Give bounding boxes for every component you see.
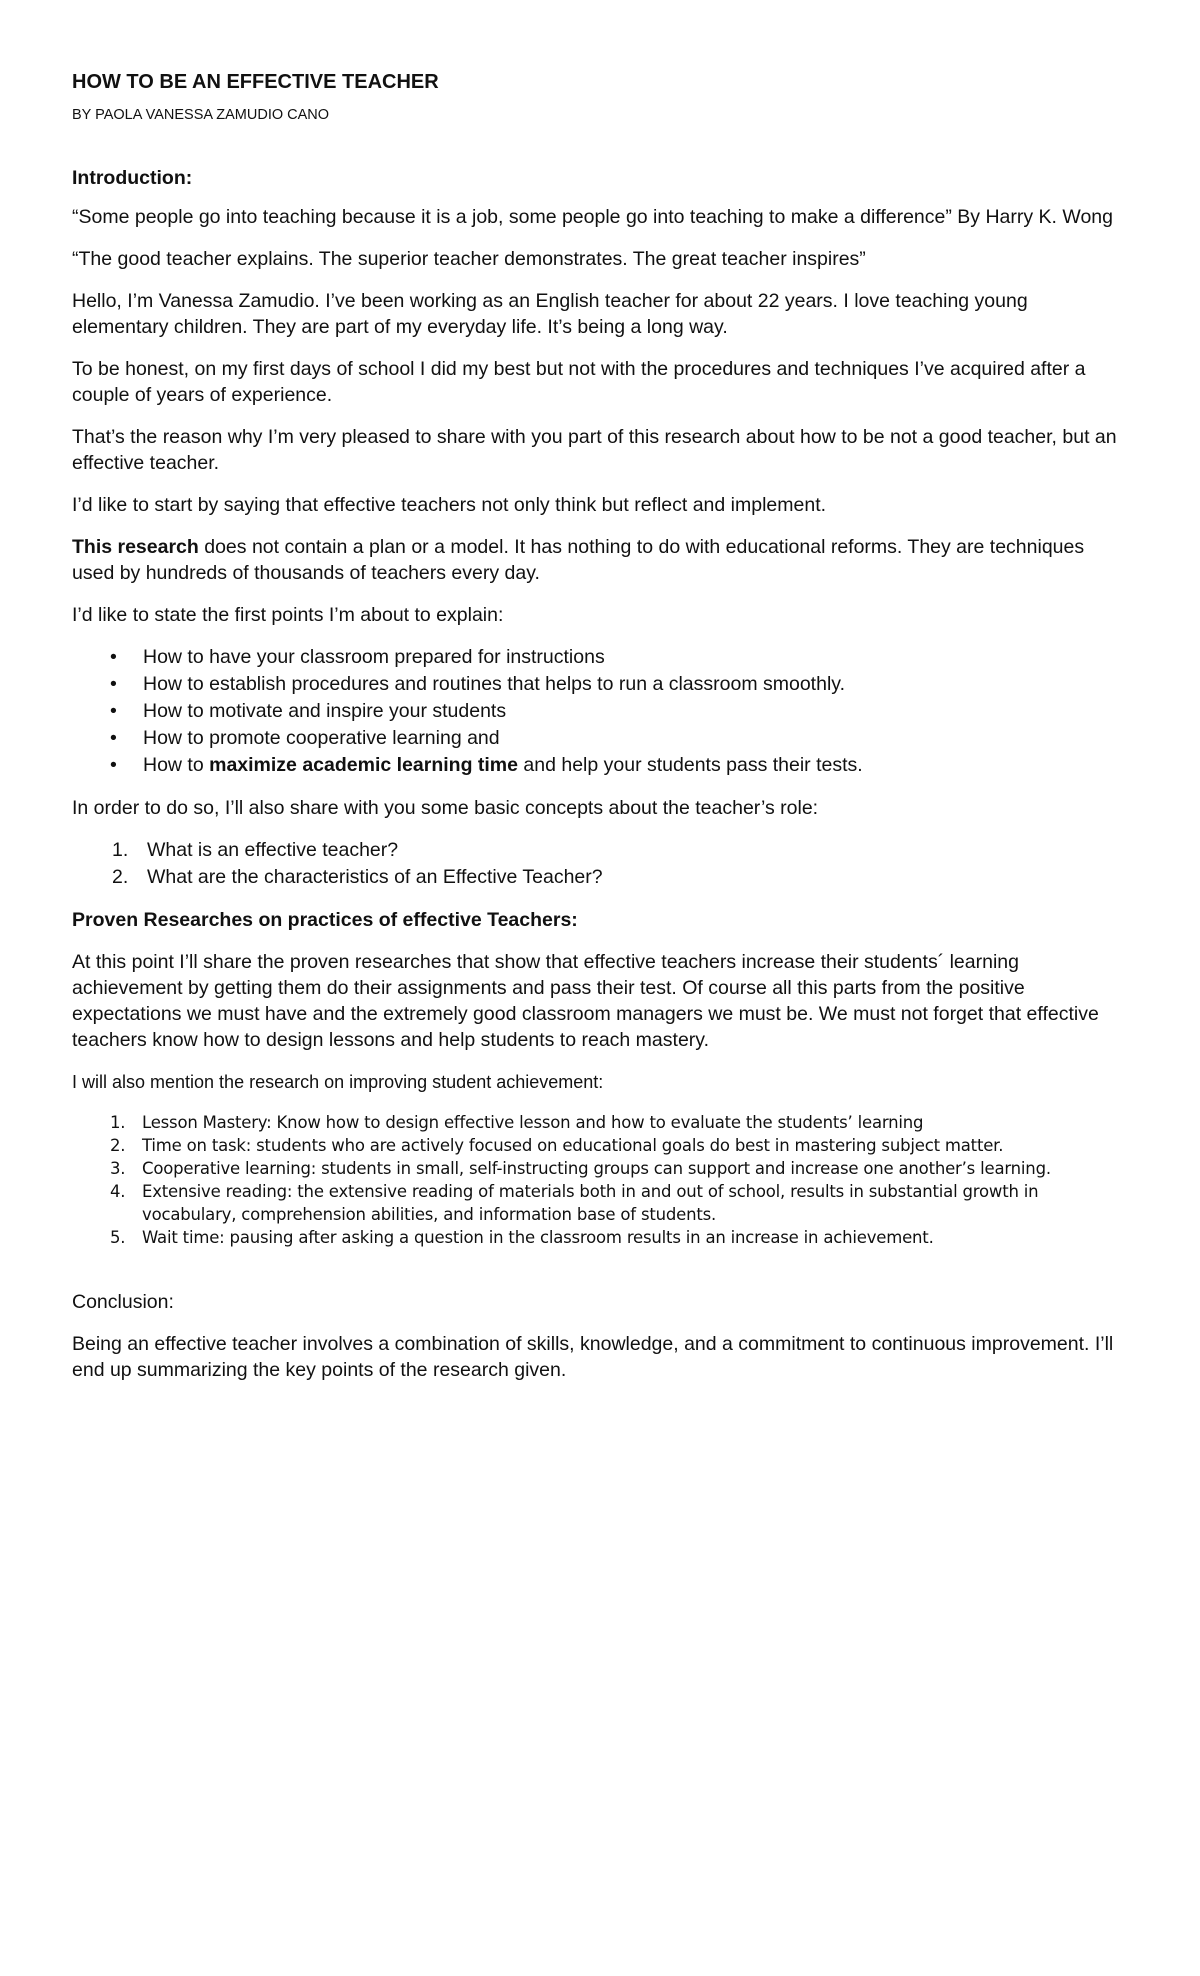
this-research-bold: This research — [72, 536, 199, 558]
list-item — [110, 1134, 1128, 1157]
list-item-text: Extensive reading: the extensive reading of materials both in and out of school, results in substantial growth in vocabulary, comprehension abilities, and information base of students. — [142, 1182, 1039, 1224]
list-number: 4. — [110, 1182, 126, 1201]
introduction-heading: Introduction: — [72, 167, 193, 189]
list-item — [110, 752, 1128, 779]
list-item-text: What are the characteristics of an Effective Teacher? — [147, 866, 603, 888]
intro-paragraph: To be honest, on my first days of school I did my best but not with the procedures and techniques I’ve acquired after a couple of years of experience. — [72, 358, 1086, 406]
achievement-research-list — [72, 1111, 1128, 1249]
list-item-text: How to — [143, 754, 210, 776]
list-item — [110, 698, 1128, 725]
author-byline: BY PAOLA VANESSA ZAMUDIO CANO — [72, 107, 330, 123]
list-number: 2. — [112, 866, 129, 888]
list-item — [110, 1226, 1128, 1249]
intro-paragraph: That’s the reason why I’m very pleased to share with you part of this research about how to be not a good teacher, but an effective teacher. — [72, 426, 1117, 474]
conclusion-heading: Conclusion: — [72, 1291, 174, 1313]
list-number: 2. — [110, 1136, 126, 1155]
quote-wong: “Some people go into teaching because it is a job, some people go into teaching to make a difference” By Harry K. Wong — [72, 206, 1113, 228]
list-item-bold-text: maximize academic learning time — [209, 754, 518, 776]
list-item-text: How to motivate and inspire your students — [143, 700, 507, 722]
list-item-text: Time on task: students who are actively focused on educational goals do best in mastering subject matter. — [142, 1136, 1004, 1155]
list-item-text: Cooperative learning: students in small, self-instructing groups can support and increase one another’s learning. — [142, 1159, 1051, 1178]
list-item — [110, 725, 1128, 752]
intro-paragraph: I’d like to state the first points I’m about to explain: — [72, 604, 504, 626]
intro-paragraph: I’d like to start by saying that effective teachers not only think but reflect and implement. — [72, 494, 827, 516]
list-number: 5. — [110, 1228, 126, 1247]
conclusion-paragraph: Being an effective teacher involves a combination of skills, knowledge, and a commitment to continuous improvement. I’ll end up summarizing the key points of the research given. — [72, 1333, 1114, 1381]
list-number: 1. — [112, 839, 129, 861]
intro-paragraph: Hello, I’m Vanessa Zamudio. I’ve been working as an English teacher for about 22 years. I love teaching young elementary children. They are part of my everyday life. It’s being a long way. — [72, 290, 1028, 338]
research-heading: Proven Researches on practices of effective Teachers: — [72, 909, 578, 931]
list-item — [110, 644, 1128, 671]
list-item-text: How to have your classroom prepared for instructions — [143, 646, 605, 668]
list-number: 3. — [110, 1159, 126, 1178]
document-title: HOW TO BE AN EFFECTIVE TEACHER — [72, 71, 439, 93]
research-description-text: does not contain a plan or a model. It has nothing to do with educational reforms. They are techniques used by hundreds of thousands of teachers every day. — [72, 536, 1085, 584]
list-item-text: and help your students pass their tests. — [518, 754, 863, 776]
list-item-text: How to establish procedures and routines that helps to run a classroom smoothly. — [143, 673, 845, 695]
list-item — [110, 1157, 1128, 1180]
research-description-paragraph — [72, 534, 1128, 586]
intro-paragraph: In order to do so, I’ll also share with you some basic concepts about the teacher’s role: — [72, 797, 819, 819]
list-item-text: Wait time: pausing after asking a question in the classroom results in an increase in achievement. — [142, 1228, 934, 1247]
bullet-icon: • — [110, 754, 117, 776]
bullet-icon: • — [110, 646, 117, 668]
list-item-text: Lesson Mastery: Know how to design effective lesson and how to evaluate the students’ learning — [142, 1113, 924, 1132]
list-item — [112, 864, 1128, 891]
bullet-icon: • — [110, 700, 117, 722]
points-bullet-list — [72, 644, 1128, 779]
research-paragraph: At this point I’ll share the proven researches that show that effective teachers increase their students´ learning achievement by getting them do their assignments and pass their test. Of course all this parts from the positive expectations we must have and the extremely good classroom managers we must be. We must not forget that effective teachers know how to design lessons and help students to reach mastery. — [72, 951, 1099, 1051]
questions-numbered-list — [72, 837, 1128, 891]
list-item — [110, 1111, 1128, 1134]
list-item — [112, 837, 1128, 864]
list-item-text: How to promote cooperative learning and — [143, 727, 500, 749]
bullet-icon: • — [110, 673, 117, 695]
list-item — [110, 1180, 1128, 1226]
quote-teacher: “The good teacher explains. The superior teacher demonstrates. The great teacher inspires” — [72, 248, 866, 270]
list-item-text: What is an effective teacher? — [147, 839, 399, 861]
list-number: 1. — [110, 1113, 126, 1132]
list-item — [110, 671, 1128, 698]
bullet-icon: • — [110, 727, 117, 749]
research-paragraph: I will also mention the research on improving student achievement: — [72, 1072, 604, 1092]
